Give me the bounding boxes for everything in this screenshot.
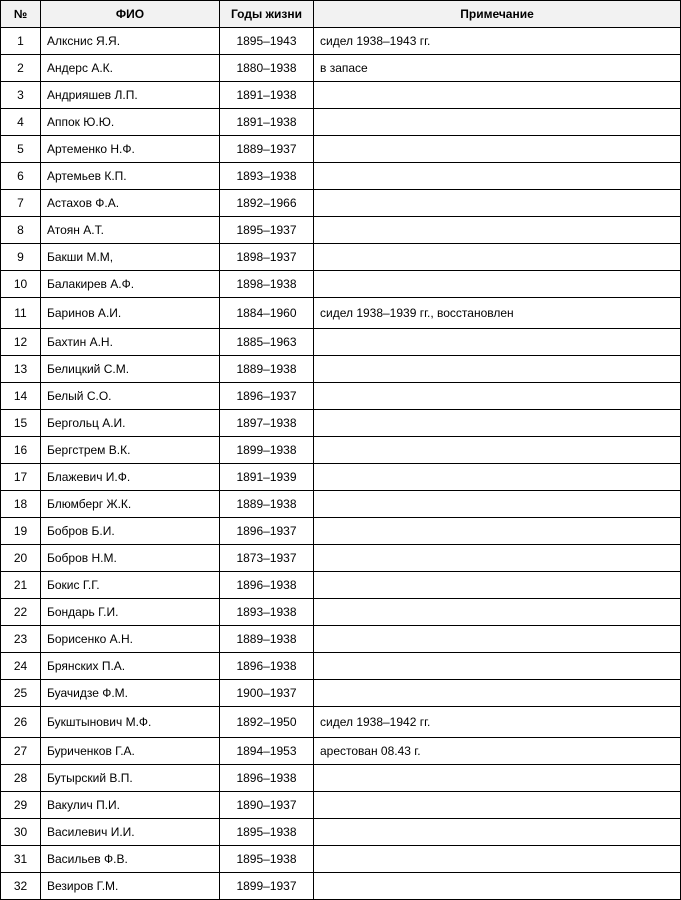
cell-years: 1898–1937: [220, 244, 314, 271]
cell-years: 1890–1937: [220, 792, 314, 819]
table-row: [1, 626, 681, 653]
cell-name: Балакирев А.Ф.: [41, 271, 220, 298]
header-num: №: [1, 1, 41, 28]
cell-note: в запасе: [314, 55, 681, 82]
cell-name: Бергстрем В.К.: [41, 437, 220, 464]
header-years: Годы жизни: [220, 1, 314, 28]
cell-num: 22: [1, 599, 41, 626]
cell-years: 1896–1938: [220, 572, 314, 599]
cell-num: 2: [1, 55, 41, 82]
cell-num: 11: [1, 298, 41, 329]
cell-num: 23: [1, 626, 41, 653]
table-row: [1, 738, 681, 765]
table-body: [1, 28, 681, 900]
cell-name: Брянских П.А.: [41, 653, 220, 680]
cell-years: 1891–1939: [220, 464, 314, 491]
cell-note: [314, 599, 681, 626]
cell-name: Андрияшев Л.П.: [41, 82, 220, 109]
cell-note: [314, 437, 681, 464]
cell-num: 32: [1, 873, 41, 900]
cell-years: 1895–1943: [220, 28, 314, 55]
cell-num: 6: [1, 163, 41, 190]
cell-years: 1897–1938: [220, 410, 314, 437]
table-row: [1, 707, 681, 738]
table-row: [1, 765, 681, 792]
cell-years: 1873–1937: [220, 545, 314, 572]
cell-num: 24: [1, 653, 41, 680]
cell-num: 31: [1, 846, 41, 873]
cell-name: Артеменко Н.Ф.: [41, 136, 220, 163]
table-row: [1, 464, 681, 491]
table-row: [1, 298, 681, 329]
cell-years: 1891–1938: [220, 82, 314, 109]
cell-num: 28: [1, 765, 41, 792]
cell-num: 20: [1, 545, 41, 572]
cell-name: Везиров Г.М.: [41, 873, 220, 900]
table-row: [1, 163, 681, 190]
table-row: [1, 55, 681, 82]
cell-note: [314, 217, 681, 244]
cell-note: [314, 464, 681, 491]
cell-num: 10: [1, 271, 41, 298]
cell-name: Бакши М.М,: [41, 244, 220, 271]
table-row: [1, 819, 681, 846]
cell-num: 16: [1, 437, 41, 464]
cell-years: 1889–1938: [220, 491, 314, 518]
cell-years: 1892–1950: [220, 707, 314, 738]
cell-note: [314, 846, 681, 873]
cell-note: [314, 356, 681, 383]
cell-num: 3: [1, 82, 41, 109]
table-row: [1, 545, 681, 572]
cell-years: 1895–1938: [220, 846, 314, 873]
cell-years: 1895–1937: [220, 217, 314, 244]
cell-num: 9: [1, 244, 41, 271]
table-row: [1, 217, 681, 244]
cell-note: [314, 626, 681, 653]
table-row: [1, 271, 681, 298]
cell-num: 12: [1, 329, 41, 356]
cell-num: 25: [1, 680, 41, 707]
cell-num: 27: [1, 738, 41, 765]
cell-note: [314, 136, 681, 163]
table-row: [1, 244, 681, 271]
cell-years: 1896–1937: [220, 518, 314, 545]
cell-num: 8: [1, 217, 41, 244]
cell-note: [314, 410, 681, 437]
cell-name: Василевич И.И.: [41, 819, 220, 846]
table-row: [1, 82, 681, 109]
table-row: [1, 491, 681, 518]
cell-note: [314, 190, 681, 217]
cell-years: 1889–1937: [220, 136, 314, 163]
cell-name: Бобров Б.И.: [41, 518, 220, 545]
cell-num: 4: [1, 109, 41, 136]
cell-num: 1: [1, 28, 41, 55]
cell-years: 1900–1937: [220, 680, 314, 707]
cell-name: Букштынович М.Ф.: [41, 707, 220, 738]
cell-name: Андерс А.К.: [41, 55, 220, 82]
cell-num: 30: [1, 819, 41, 846]
cell-name: Аппок Ю.Ю.: [41, 109, 220, 136]
cell-num: 17: [1, 464, 41, 491]
cell-note: [314, 271, 681, 298]
cell-years: 1896–1938: [220, 765, 314, 792]
cell-note: сидел 1938–1942 гг.: [314, 707, 681, 738]
table-row: [1, 383, 681, 410]
cell-num: 19: [1, 518, 41, 545]
table-row: [1, 190, 681, 217]
cell-note: [314, 765, 681, 792]
cell-name: Артемьев К.П.: [41, 163, 220, 190]
cell-num: 14: [1, 383, 41, 410]
table-row: [1, 410, 681, 437]
table-row: [1, 599, 681, 626]
cell-name: Баринов А.И.: [41, 298, 220, 329]
cell-name: Буриченков Г.А.: [41, 738, 220, 765]
cell-years: 1899–1938: [220, 437, 314, 464]
cell-note: [314, 792, 681, 819]
cell-note: [314, 518, 681, 545]
cell-years: 1894–1953: [220, 738, 314, 765]
cell-note: [314, 819, 681, 846]
cell-num: 15: [1, 410, 41, 437]
table-row: [1, 846, 681, 873]
header-name: ФИО: [41, 1, 220, 28]
cell-years: 1889–1938: [220, 356, 314, 383]
cell-name: Блажевич И.Ф.: [41, 464, 220, 491]
cell-years: 1892–1966: [220, 190, 314, 217]
cell-note: [314, 163, 681, 190]
table-row: [1, 792, 681, 819]
header-note: Примечание: [314, 1, 681, 28]
cell-num: 5: [1, 136, 41, 163]
cell-note: [314, 653, 681, 680]
cell-years: 1884–1960: [220, 298, 314, 329]
table-row: [1, 653, 681, 680]
cell-years: 1899–1937: [220, 873, 314, 900]
cell-years: 1889–1938: [220, 626, 314, 653]
cell-name: Бергольц А.И.: [41, 410, 220, 437]
header-row: [1, 1, 681, 28]
table-row: [1, 680, 681, 707]
cell-name: Атоян А.Т.: [41, 217, 220, 244]
table-row: [1, 136, 681, 163]
cell-note: [314, 244, 681, 271]
cell-years: 1893–1938: [220, 599, 314, 626]
table-row: [1, 873, 681, 900]
cell-name: Бокис Г.Г.: [41, 572, 220, 599]
table-row: [1, 437, 681, 464]
cell-name: Бобров Н.М.: [41, 545, 220, 572]
cell-num: 18: [1, 491, 41, 518]
table-row: [1, 572, 681, 599]
cell-name: Бутырский В.П.: [41, 765, 220, 792]
table-row: [1, 518, 681, 545]
cell-name: Астахов Ф.А.: [41, 190, 220, 217]
cell-num: 13: [1, 356, 41, 383]
table-row: [1, 109, 681, 136]
cell-name: Алкснис Я.Я.: [41, 28, 220, 55]
cell-note: сидел 1938–1943 гг.: [314, 28, 681, 55]
cell-num: 7: [1, 190, 41, 217]
cell-years: 1898–1938: [220, 271, 314, 298]
cell-note: [314, 680, 681, 707]
cell-note: [314, 109, 681, 136]
table-row: [1, 329, 681, 356]
cell-name: Бондарь Г.И.: [41, 599, 220, 626]
cell-note: [314, 329, 681, 356]
cell-num: 29: [1, 792, 41, 819]
cell-years: 1896–1937: [220, 383, 314, 410]
cell-years: 1893–1938: [220, 163, 314, 190]
cell-years: 1896–1938: [220, 653, 314, 680]
cell-years: 1885–1963: [220, 329, 314, 356]
cell-num: 26: [1, 707, 41, 738]
cell-note: [314, 491, 681, 518]
cell-note: арестован 08.43 г.: [314, 738, 681, 765]
cell-years: 1895–1938: [220, 819, 314, 846]
cell-name: Бахтин А.Н.: [41, 329, 220, 356]
cell-name: Васильев Ф.В.: [41, 846, 220, 873]
table-row: [1, 28, 681, 55]
cell-years: 1891–1938: [220, 109, 314, 136]
cell-note: [314, 383, 681, 410]
cell-note: [314, 572, 681, 599]
table-row: [1, 356, 681, 383]
cell-note: [314, 82, 681, 109]
cell-name: Вакулич П.И.: [41, 792, 220, 819]
cell-name: Белицкий С.М.: [41, 356, 220, 383]
cell-name: Буачидзе Ф.М.: [41, 680, 220, 707]
cell-name: Борисенко А.Н.: [41, 626, 220, 653]
cell-note: [314, 873, 681, 900]
cell-num: 21: [1, 572, 41, 599]
cell-name: Белый С.О.: [41, 383, 220, 410]
cell-years: 1880–1938: [220, 55, 314, 82]
cell-note: [314, 545, 681, 572]
cell-name: Блюмберг Ж.К.: [41, 491, 220, 518]
cell-note: сидел 1938–1939 гг., восстановлен: [314, 298, 681, 329]
